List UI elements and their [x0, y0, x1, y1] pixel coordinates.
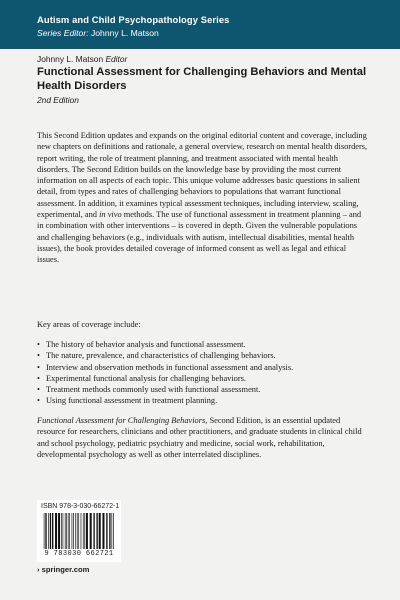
- barcode-bar: [61, 513, 62, 549]
- barcode-bars: [43, 513, 115, 549]
- description-tail: methods. The use of functional assessment in treatment planning – and in combination with other interventions – is covered in depth. Given the vulnerable populations and challenging behaviors (e.g., individuals with autism, intellectual disabilities, mental health issues), the book provides detailed coverage of informed consent as well as legal and ethical issues.: [37, 210, 362, 265]
- publisher-url-text: springer.com: [41, 565, 90, 574]
- editor-role: Editor: [105, 54, 128, 64]
- barcode-bar: [113, 513, 114, 549]
- barcode-bar: [65, 513, 66, 549]
- barcode-bar: [84, 513, 85, 549]
- book-description: [37, 130, 369, 266]
- closing-paragraph: [37, 415, 369, 460]
- barcode-bar: [46, 513, 47, 549]
- barcode-bar: [90, 513, 92, 549]
- book-title: Functional Assessment for Challenging Behaviors and Mental Health Disorders: [37, 66, 367, 92]
- editor-name: Johnny L. Matson: [37, 54, 104, 64]
- barcode-bar: [77, 513, 78, 549]
- chevron-right-icon: ›: [37, 565, 40, 574]
- barcode-bar: [50, 513, 51, 549]
- barcode-bar: [96, 513, 97, 549]
- series-title: Autism and Child Psychopathology Series: [37, 14, 230, 25]
- key-areas-list: [37, 339, 369, 407]
- description-text: This Second Edition updates and expands on the original editorial content and coverage, including new chapters on definitions and rationale, a general overview, research on mental health disorders, report writing, the role of treatment planning, and treatment associated with mental health disorders. The Second Edition builds on the knowledge base by providing the most current information on all aspects of each topic. This unique volume addresses basic questions in salient detail, from types and rates of challenging behaviors to populations that warrant functional assessment. In addition, it examines typical assessment techniques, including interview, scaling, experimental, and: [37, 131, 368, 220]
- editor-credit: [37, 54, 127, 64]
- key-areas-intro: Key areas of coverage include:: [37, 320, 141, 329]
- isbn-label: ISBN 978-3-030-66272-1: [41, 503, 120, 510]
- list-item: • Treatment methods commonly used with functional assessment.: [37, 384, 369, 395]
- barcode-bar: [58, 513, 60, 549]
- barcode-bar: [44, 513, 45, 549]
- book-edition: 2nd Edition: [37, 95, 79, 105]
- barcode-bar: [68, 513, 69, 549]
- series-editor: [37, 28, 159, 38]
- barcode-bar: [106, 513, 107, 549]
- series-editor-label: Series Editor:: [37, 28, 89, 38]
- barcode-bar: [52, 513, 53, 549]
- barcode-bar: [99, 513, 101, 549]
- list-item: • Experimental functional analysis for challenging behaviors.: [37, 373, 369, 384]
- barcode-bar: [75, 513, 76, 549]
- barcode-bar: [102, 513, 104, 549]
- description-italic: in vivo: [99, 210, 122, 220]
- isbn-barcode: [37, 500, 121, 562]
- barcode-bar: [111, 513, 112, 549]
- barcode-bar: [109, 513, 110, 549]
- barcode-bar: [48, 513, 49, 549]
- barcode-bar: [45, 513, 46, 549]
- barcode-bar: [63, 513, 64, 549]
- list-item: • Interview and observation methods in functional assessment and analysis.: [37, 362, 369, 373]
- barcode-bar: [78, 513, 79, 549]
- list-item: • The history of behavior analysis and functional assessment.: [37, 339, 369, 350]
- barcode-bar: [55, 513, 57, 549]
- barcode-bar: [73, 513, 74, 549]
- closing-italic-title: Functional Assessment for Challenging Behaviors: [37, 416, 206, 425]
- barcode-bar: [86, 513, 88, 549]
- list-item: • The nature, prevalence, and characteristics of challenging behaviors.: [37, 350, 369, 361]
- closing-text: , Second Edition, is an essential updated resource for researchers, clinicians and other practitioners, and graduate students in clinical child and school psychology, pediatric psychiatry and medicine, social work, rehabilitation, developmental psychology as well as other interrelated disciplines.: [37, 416, 362, 459]
- series-header: [0, 0, 400, 49]
- barcode-bar: [83, 513, 84, 549]
- barcode-bar: [81, 513, 82, 549]
- barcode-bar: [72, 513, 73, 549]
- series-editor-name: Johnny L. Matson: [90, 28, 159, 38]
- barcode-bar: [69, 513, 70, 549]
- barcode-bar: [93, 513, 94, 549]
- list-item: • Using functional assessment in treatment planning.: [37, 395, 369, 406]
- barcode-digits: 9 783030 662721: [44, 550, 114, 558]
- publisher-url: [37, 565, 89, 574]
- barcode-bar: [66, 513, 67, 549]
